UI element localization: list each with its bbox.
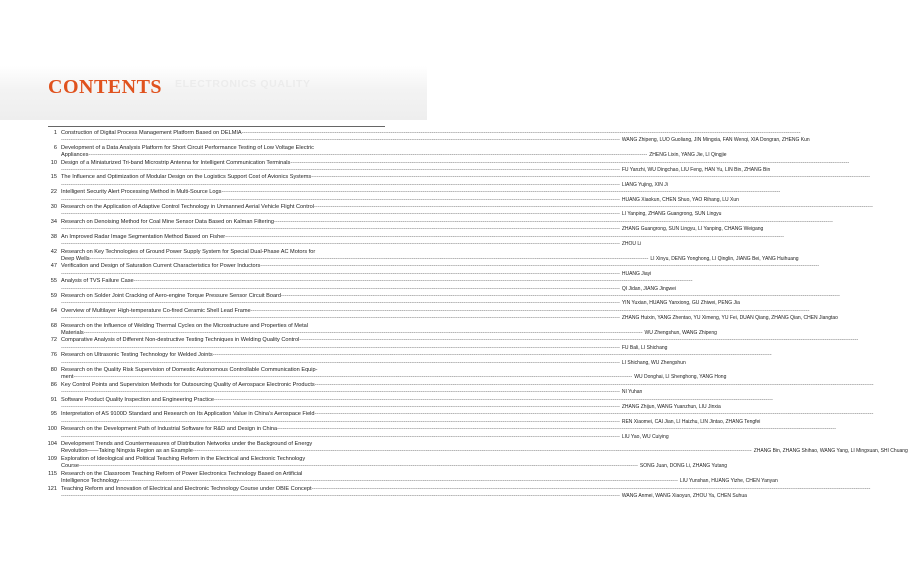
entry-title: Key Control Points and Supervision Methods for Outsourcing Quality of Aerospace Electronic Products [61,381,315,388]
toc-entry[interactable] [45,322,717,338]
leader-dots: ------------------------------------------------------------------------------------------------------------------------------------------------------------------------------------------------------------------------------------------------------------------------------------------------------------ [290,159,850,166]
toc-entry[interactable] [45,455,728,471]
leader-dots: ------------------------------------------------------------------------------------------------------------------------------------------------------------------------------------------------------------------------------------------------------------------------------------------------------------ [61,226,620,233]
entry-title: Development Trends and Countermeasures of Distribution Networks under the Background of Energy [61,441,313,448]
entry-authors: ZHANG Zhijun, WANG Yuanzhun, LIU Jinxia [621,404,721,411]
entry-title: Development of a Data Analysis Platform for Short Circuit Performance Testing of Low Voltage Electric [61,144,314,151]
entry-title: The Influence and Optimization of Modular Design on the Logistics Support Cost of Avionics Systems [61,174,312,181]
toc-entry[interactable] [45,485,871,501]
entry-authors: FU Bali, LI Shichang [621,344,668,351]
page-number: 104 [47,441,57,448]
toc-entry[interactable] [45,233,785,249]
leader-dots: ------------------------------------------------------------------------------------------------------------------------------------------------------------------------------------------------------------------------------------------------------------------------------------------------------------ [212,352,772,359]
toc-entry[interactable] [45,396,773,412]
leader-dots: ------------------------------------------------------------------------------------------------------------------------------------------------------------------------------------------------------------------------------------------------------------------------------------------------------------ [274,218,833,225]
leader-dots: ------------------------------------------------------------------------------------------------------------------------------------------------------------------------------------------------------------------------------------------------------------------------------------------------------------ [213,396,773,403]
leader-dots: ------------------------------------------------------------------------------------------------------------------------------------------------------------------------------------------------------------------------------------------------------------------------------------------------------------ [61,492,620,499]
leader-dots: ------------------------------------------------------------------------------------------------------------------------------------------------------------------------------------------------------------------------------------------------------------------------------------------------------------ [83,329,643,336]
page-number: 109 [47,455,57,462]
entry-title: Analysis of TVS Failure Case [61,278,134,285]
page-number: 42 [50,248,57,255]
page-number: 34 [50,218,57,225]
header-rule [48,126,385,127]
leader-dots: ------------------------------------------------------------------------------------------------------------------------------------------------------------------------------------------------------------------------------------------------------------------------------------------------------------ [314,381,874,388]
leader-dots: ------------------------------------------------------------------------------------------------------------------------------------------------------------------------------------------------------------------------------------------------------------------------------------------------------------ [79,463,638,470]
page-number: 76 [50,352,57,359]
entry-title: Research on the Influence of Welding Thermal Cycles on the Microstructure and Properties of Metal [61,322,308,329]
leader-dots: ------------------------------------------------------------------------------------------------------------------------------------------------------------------------------------------------------------------------------------------------------------------------------------------------------------ [241,130,801,136]
entry-title: Intelligent Security Alert Processing Method in Multi-Source Logs [61,189,222,196]
entry-authors: LIU Yao, WU Cuiying [621,433,669,440]
entry-title: Interpretation of AS 9100D Standard and Research on Its Application Value in China’s Aerospace Field [61,411,315,418]
page-number: 22 [50,189,57,196]
entry-title: Research on Key Technologies of Ground Power Supply System for Special Dual-Phase AC Motors for [61,248,316,255]
leader-dots: ------------------------------------------------------------------------------------------------------------------------------------------------------------------------------------------------------------------------------------------------------------------------------------------------------------ [250,307,810,314]
entry-authors: WANG Anmei, WANG Xiaoyun, ZHOU Ya, CHEN Suhua [621,492,747,499]
leader-dots: ------------------------------------------------------------------------------------------------------------------------------------------------------------------------------------------------------------------------------------------------------------------------------------------------------------ [311,485,871,492]
page-number: 72 [50,337,57,344]
page-number: 80 [50,367,57,373]
entry-title: Overview of Multilayer High-temperature Co-fired Ceramic Shell Lead Frame [61,307,251,314]
page-number: 30 [50,204,57,211]
toc-entry[interactable] [45,204,873,219]
page-number: 38 [50,233,57,240]
leader-dots: ------------------------------------------------------------------------------------------------------------------------------------------------------------------------------------------------------------------------------------------------------------------------------------------------------------ [61,300,620,307]
leader-dots: ------------------------------------------------------------------------------------------------------------------------------------------------------------------------------------------------------------------------------------------------------------------------------------------------------------ [73,374,633,381]
entry-authors: SONG Juan, DONG Li, ZHANG Yutang [639,463,728,470]
page-number: 55 [50,278,57,285]
leader-dots: ------------------------------------------------------------------------------------------------------------------------------------------------------------------------------------------------------------------------------------------------------------------------------------------------------------ [61,418,620,425]
page-title: CONTENTS [48,76,163,98]
entry-authors: ZHENG Lixin, YANG Jie, LI Qingjie [649,152,727,159]
leader-dots: ------------------------------------------------------------------------------------------------------------------------------------------------------------------------------------------------------------------------------------------------------------------------------------------------------------ [260,263,820,270]
toc-entry[interactable] [45,248,799,264]
toc-entry[interactable] [45,292,840,308]
toc-entry[interactable] [45,144,727,160]
leader-dots: ------------------------------------------------------------------------------------------------------------------------------------------------------------------------------------------------------------------------------------------------------------------------------------------------------------ [314,204,873,211]
page-number: 47 [50,263,57,270]
entry-title: Verification and Design of Saturation Current Characteristics for Power Inductors [61,263,261,270]
page-number: 91 [50,396,57,403]
toc-entry[interactable] [45,441,908,456]
toc-entry[interactable] [45,278,693,293]
entry-authors: WU Zhengshun, WANG Zhipeng [644,329,717,336]
leader-dots: ------------------------------------------------------------------------------------------------------------------------------------------------------------------------------------------------------------------------------------------------------------------------------------------------------------ [61,137,620,144]
page-number: 15 [50,174,57,181]
entry-authors: REN Xiaomei, CAI Jian, LI Haizhu, LIN Jintao, ZHANG Tengfei [621,418,761,425]
entry-title: Exploration of Ideological and Political Teaching Reform in the Electrical and Electronic Technology [61,455,306,462]
entry-authors: YIN Yuxian, HUANG Yanxiong, GU Zhiwei, PENG Jia [621,300,740,307]
page-number: 121 [47,485,57,492]
leader-dots: ------------------------------------------------------------------------------------------------------------------------------------------------------------------------------------------------------------------------------------------------------------------------------------------------------------ [61,181,620,188]
leader-dots: ------------------------------------------------------------------------------------------------------------------------------------------------------------------------------------------------------------------------------------------------------------------------------------------------------------ [299,337,859,344]
leader-dots: ------------------------------------------------------------------------------------------------------------------------------------------------------------------------------------------------------------------------------------------------------------------------------------------------------------ [61,433,620,440]
page-number: 68 [50,322,57,329]
toc-entry[interactable] [45,426,836,441]
leader-dots: ------------------------------------------------------------------------------------------------------------------------------------------------------------------------------------------------------------------------------------------------------------------------------------------------------------ [61,315,620,322]
entry-authors: ZHOU Li [621,241,642,248]
entry-title-continued: Deep Wells [61,255,90,262]
entry-authors: ZHANG Huixin, YANG Zhentao, YU Ximeng, YU Fei, DUAN Qiang, ZHANG Qian, CHEN Jiangtao [621,315,838,322]
entry-title-continued: Appliances [61,152,89,159]
toc-entry[interactable] [45,218,833,234]
toc-entry[interactable] [45,352,772,367]
toc-entry[interactable] [45,307,838,323]
entry-title: Research on Solder Joint Cracking of Aero-engine Torque Pressure Sensor Circuit Board [61,292,282,299]
entry-authors: ZHANG Bin, ZHANG Shihao, WANG Yang, LI Mingxuan, SHI Chuang [753,448,908,455]
entry-title: Construction of Digital Process Management Platform Based on DELMIA [61,130,242,136]
entry-authors: QI Jidan, JIANG Jingwei [621,285,677,292]
entry-authors: HUANG Xiaokun, CHEN Shuo, YAO Rihang, LU Xun [621,196,739,203]
leader-dots: ------------------------------------------------------------------------------------------------------------------------------------------------------------------------------------------------------------------------------------------------------------------------------------------------------------ [61,285,620,292]
entry-authors: LIANG Yujing, XIN Ji [621,181,668,188]
toc-entry[interactable] [45,159,850,175]
entry-authors: WANG Zhipeng, LUO Guoliang, JIN Mingxia, FAN Wenqi, XIA Dongran, ZHENG Kun [621,137,810,144]
leader-dots: ------------------------------------------------------------------------------------------------------------------------------------------------------------------------------------------------------------------------------------------------------------------------------------------------------------ [61,344,620,351]
leader-dots: ------------------------------------------------------------------------------------------------------------------------------------------------------------------------------------------------------------------------------------------------------------------------------------------------------------ [61,270,620,277]
entry-authors: LI Yanping, ZHANG Guangrong, SUN Lingyu [621,211,722,218]
page-number: 100 [47,426,57,433]
toc-entry[interactable] [45,174,871,189]
page-number: 1 [53,130,57,136]
leader-dots: ------------------------------------------------------------------------------------------------------------------------------------------------------------------------------------------------------------------------------------------------------------------------------------------------------------ [61,211,620,218]
entry-title: Research on the Development Path of Industrial Software for R&D and Design in China [61,426,278,433]
leader-dots: ------------------------------------------------------------------------------------------------------------------------------------------------------------------------------------------------------------------------------------------------------------------------------------------------------------ [61,167,620,174]
page-number: 59 [50,292,57,299]
leader-dots: ------------------------------------------------------------------------------------------------------------------------------------------------------------------------------------------------------------------------------------------------------------------------------------------------------------ [314,411,874,418]
toc-entry[interactable] [45,189,781,204]
entry-title: Research on Ultrasonic Testing Technology for Welded Joints [61,352,213,359]
leader-dots: ------------------------------------------------------------------------------------------------------------------------------------------------------------------------------------------------------------------------------------------------------------------------------------------------------------ [221,189,781,196]
page-number: 64 [50,307,57,314]
entry-title-continued: Materials [61,329,84,336]
leader-dots: ------------------------------------------------------------------------------------------------------------------------------------------------------------------------------------------------------------------------------------------------------------------------------------------------------------ [133,278,693,285]
toc-entry[interactable] [45,411,874,426]
leader-dots: ------------------------------------------------------------------------------------------------------------------------------------------------------------------------------------------------------------------------------------------------------------------------------------------------------------ [119,478,678,485]
entry-title: Teaching Reform and Innovation of Electrical and Electronic Technology Course under OBIE Concept [61,485,312,492]
page-number: 115 [48,470,57,477]
page-number: 10 [50,159,57,166]
leader-dots: ------------------------------------------------------------------------------------------------------------------------------------------------------------------------------------------------------------------------------------------------------------------------------------------------------------ [277,426,836,433]
entry-authors: LIU Yunshan, HUANG Yizhe, CHEN Yanyan [679,478,778,485]
toc-entry[interactable] [45,337,859,352]
entry-title: Software Product Quality Inspection and Engineering Practice [61,396,214,403]
entry-title-continued: Revolution——Taking Ningxia Region as an Example [61,448,193,455]
entry-authors: WU Donghai, LI Shenghong, YANG Hong [634,374,727,381]
entry-authors: LI Xinyu, DENG Yonghong, LI Qinglin, JIANG Bei, YANG Huihuang [650,255,799,262]
table-of-contents [45,130,908,500]
entry-title: Research on the Application of Adaptive Control Technology in Unmanned Aerial Vehicle Flight Control [61,204,315,211]
entry-authors: NI Yuhan [621,389,643,396]
entry-authors: HUANG Jiayi [621,270,652,277]
toc-entry[interactable] [45,381,874,397]
leader-dots: ------------------------------------------------------------------------------------------------------------------------------------------------------------------------------------------------------------------------------------------------------------------------------------------------------------ [61,389,620,396]
entry-authors: FU Yanzhi, WU Dingchao, LIU Feng, HAN Yu, LIN Bin, ZHANG Bin [621,167,771,174]
entry-authors: ZHANG Guangrong, SUN Lingyu, LI Yanping, CHANG Weigang [621,226,764,233]
leader-dots: ------------------------------------------------------------------------------------------------------------------------------------------------------------------------------------------------------------------------------------------------------------------------------------------------------------ [225,233,785,240]
leader-dots: ------------------------------------------------------------------------------------------------------------------------------------------------------------------------------------------------------------------------------------------------------------------------------------------------------------ [61,359,620,366]
contents-header [0,66,427,120]
leader-dots: ------------------------------------------------------------------------------------------------------------------------------------------------------------------------------------------------------------------------------------------------------------------------------------------------------------ [311,174,871,181]
entry-title: Research on the Classroom Teaching Reform of Power Electronics Technology Based on Artificial [61,470,303,477]
leader-dots: ------------------------------------------------------------------------------------------------------------------------------------------------------------------------------------------------------------------------------------------------------------------------------------------------------------ [281,292,840,299]
page-number: 6 [53,144,57,151]
leader-dots: ------------------------------------------------------------------------------------------------------------------------------------------------------------------------------------------------------------------------------------------------------------------------------------------------------------ [61,404,620,411]
page-number: 95 [50,411,57,418]
entry-title: Research on Denoising Method for Coal Mine Sensor Data Based on Kalman Filtering [61,218,274,225]
leader-dots: ------------------------------------------------------------------------------------------------------------------------------------------------------------------------------------------------------------------------------------------------------------------------------------------------------------ [61,241,620,248]
entry-title: Comparative Analysis of Different Non-destructive Testing Techniques in Welding Quality Control [61,337,300,344]
entry-title: Design of a Miniaturized Tri-band Microstrip Antenna for Intelligent Communication Terminals [61,159,291,166]
toc-entry[interactable] [45,263,820,278]
leader-dots: ------------------------------------------------------------------------------------------------------------------------------------------------------------------------------------------------------------------------------------------------------------------------------------------------------------ [88,152,648,159]
journal-name: ELECTRONICS QUALITY [175,78,311,90]
toc-entry[interactable] [45,470,778,486]
entry-title: An Improved Radar Image Segmentation Method Based on Fisher [61,233,226,240]
leader-dots: ------------------------------------------------------------------------------------------------------------------------------------------------------------------------------------------------------------------------------------------------------------------------------------------------------------ [61,196,620,203]
entry-title: Research on the Quality Risk Supervision of Domestic Autonomous Controllable Communication Equip- [61,367,318,373]
leader-dots: ------------------------------------------------------------------------------------------------------------------------------------------------------------------------------------------------------------------------------------------------------------------------------------------------------------ [192,448,752,455]
toc-entry[interactable] [45,130,810,145]
toc-entry[interactable] [45,367,727,382]
leader-dots: ------------------------------------------------------------------------------------------------------------------------------------------------------------------------------------------------------------------------------------------------------------------------------------------------------------ [89,255,649,262]
entry-authors: LI Shichang, WU Zhengshun [621,359,686,366]
entry-title-continued: Intelligence Technology [61,478,120,485]
page-number: 86 [50,381,57,388]
entry-title-continued: ment [61,374,74,381]
entry-title-continued: Course [61,463,80,470]
